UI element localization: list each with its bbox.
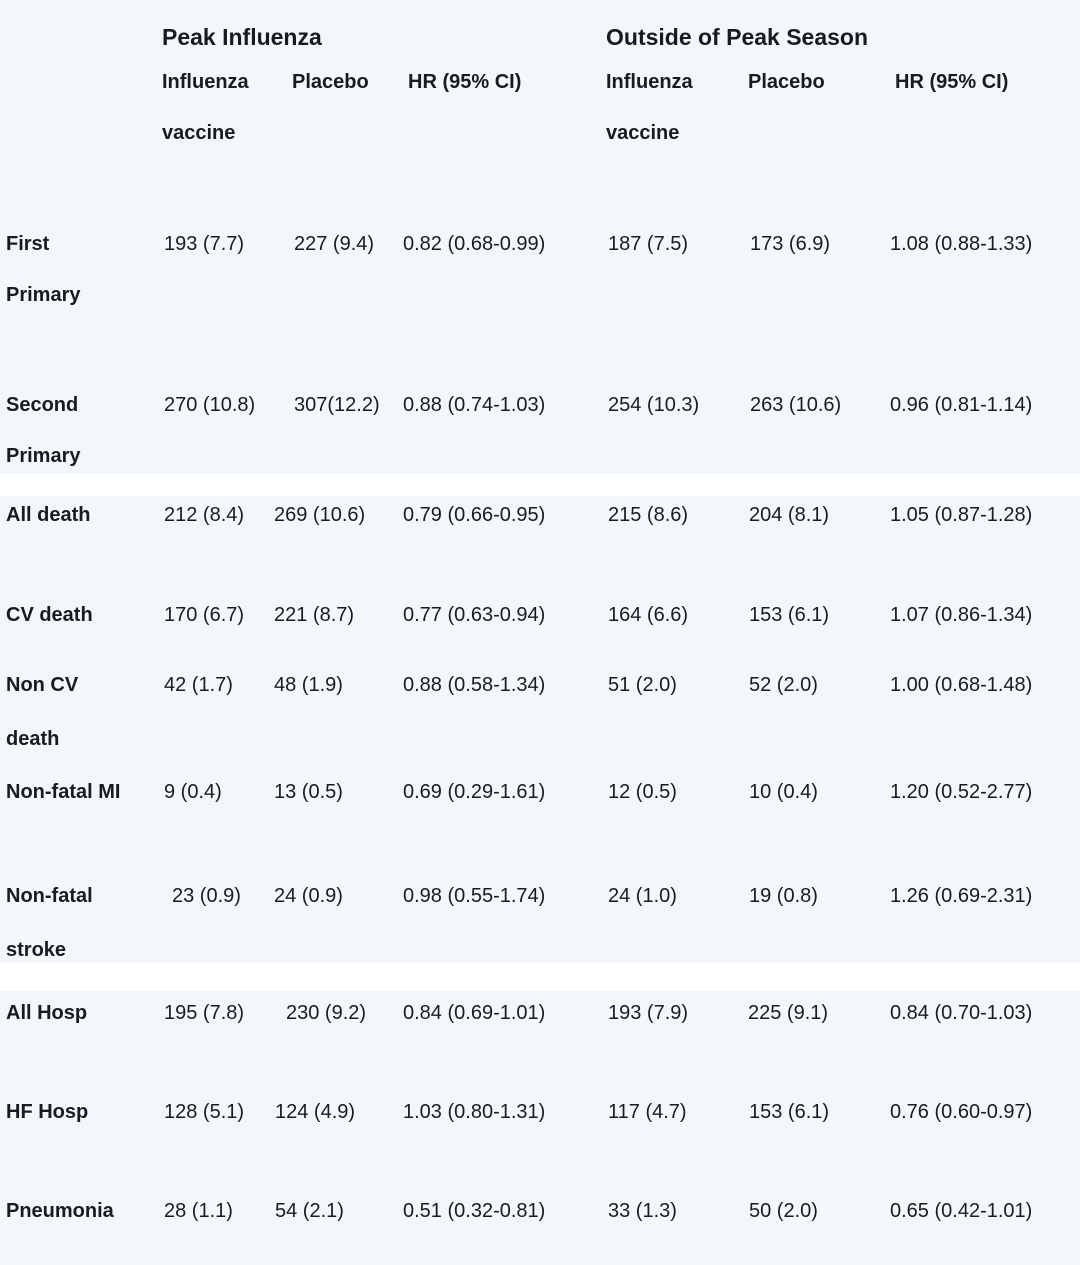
col-header-offpeak-placebo: Placebo	[748, 71, 825, 93]
table-cell: 0.82 (0.68-0.99)	[403, 233, 546, 255]
table-cell: 164 (6.6)	[608, 604, 689, 626]
table-cell: 0.76 (0.60-0.97)	[890, 1101, 1033, 1123]
table-cell: 1.00 (0.68-1.48)	[890, 674, 1033, 696]
table-cell: 0.51 (0.32-0.81)	[403, 1200, 546, 1222]
table-cell: 19 (0.8)	[749, 885, 818, 907]
table-cell: 13 (0.5)	[274, 781, 343, 803]
table-cell: 230 (9.2)	[286, 1002, 367, 1024]
table-cell: 0.84 (0.70-1.03)	[890, 1002, 1033, 1024]
table-cell: 173 (6.9)	[750, 233, 831, 255]
table-cell: 0.69 (0.29-1.61)	[403, 781, 546, 803]
table-cell: 221 (8.7)	[274, 604, 355, 626]
row-label: Primary	[6, 445, 81, 467]
row-label: stroke	[6, 939, 67, 961]
row-label: Non CV	[6, 674, 79, 696]
row-label: HF Hosp	[6, 1101, 89, 1123]
table-cell: 128 (5.1)	[164, 1101, 245, 1123]
table-cell: 254 (10.3)	[608, 394, 700, 416]
col-header-offpeak-vaccine-line2: vaccine	[606, 122, 680, 144]
table-cell: 225 (9.1)	[748, 1002, 829, 1024]
table-cell: 117 (4.7)	[608, 1101, 687, 1123]
table-cell: 204 (8.1)	[749, 504, 830, 526]
row-label: CV death	[6, 604, 93, 626]
table-cell: 227 (9.4)	[294, 233, 375, 255]
table-cell: 23 (0.9)	[172, 885, 241, 907]
table-cell: 212 (8.4)	[164, 504, 245, 526]
table-cell: 48 (1.9)	[274, 674, 343, 696]
table-cell: 215 (8.6)	[608, 504, 689, 526]
row-label: Non-fatal MI	[6, 781, 121, 803]
table-cell: 52 (2.0)	[749, 674, 818, 696]
row-label: Non-fatal	[6, 885, 93, 907]
row-label: Primary	[6, 284, 81, 306]
table-cell: 9 (0.4)	[164, 781, 222, 803]
table-cell: 170 (6.7)	[164, 604, 245, 626]
table-cell: 28 (1.1)	[164, 1200, 233, 1222]
table-cell: 269 (10.6)	[274, 504, 366, 526]
table-cell: 0.88 (0.58-1.34)	[403, 674, 546, 696]
col-header-peak-placebo: Placebo	[292, 71, 369, 93]
table-cell: 1.26 (0.69-2.31)	[890, 885, 1033, 907]
table-cell: 1.08 (0.88-1.33)	[890, 233, 1033, 255]
table-cell: 153 (6.1)	[749, 1101, 830, 1123]
col-header-offpeak-hr: HR (95% CI)	[895, 71, 1009, 93]
col-header-offpeak-vaccine-line1: Influenza	[606, 71, 693, 93]
table-cell: 50 (2.0)	[749, 1200, 818, 1222]
table-cell: 0.84 (0.69-1.01)	[403, 1002, 546, 1024]
col-header-peak-hr: HR (95% CI)	[408, 71, 522, 93]
row-label: Second	[6, 394, 79, 416]
table-cell: 263 (10.6)	[750, 394, 842, 416]
table-cell: 12 (0.5)	[608, 781, 677, 803]
table-cell: 187 (7.5)	[608, 233, 689, 255]
table-cell: 1.03 (0.80-1.31)	[403, 1101, 546, 1123]
table-cell: 0.77 (0.63-0.94)	[403, 604, 546, 626]
group-header-peak-influenza: Peak Influenza	[162, 24, 322, 50]
table-cell: 195 (7.8)	[164, 1002, 245, 1024]
table-cell: 124 (4.9)	[275, 1101, 356, 1123]
table-cell: 193 (7.9)	[608, 1002, 689, 1024]
row-label: First	[6, 233, 50, 255]
table-cell: 0.98 (0.55-1.74)	[403, 885, 546, 907]
table-cell: 1.20 (0.52-2.77)	[890, 781, 1033, 803]
table-cell: 193 (7.7)	[164, 233, 245, 255]
table-cell: 51 (2.0)	[608, 674, 677, 696]
table-cell: 24 (1.0)	[608, 885, 677, 907]
row-label: All death	[6, 504, 91, 526]
table-cell: 0.65 (0.42-1.01)	[890, 1200, 1033, 1222]
group-header-outside-peak: Outside of Peak Season	[606, 24, 869, 50]
table-cell: 42 (1.7)	[164, 674, 233, 696]
col-header-peak-vaccine-line1: Influenza	[162, 71, 249, 93]
table-cell: 307(12.2)	[294, 394, 380, 416]
table-cell: 1.05 (0.87-1.28)	[890, 504, 1033, 526]
table-cell: 33 (1.3)	[608, 1200, 677, 1222]
table-cell: 0.79 (0.66-0.95)	[403, 504, 546, 526]
table-cell: 0.96 (0.81-1.14)	[890, 394, 1033, 416]
row-label: death	[6, 728, 60, 750]
col-header-peak-vaccine-line2: vaccine	[162, 122, 236, 144]
table-cell: 1.07 (0.86-1.34)	[890, 604, 1033, 626]
row-label: Pneumonia	[6, 1200, 114, 1222]
table-cell: 153 (6.1)	[749, 604, 830, 626]
table-cell: 0.88 (0.74-1.03)	[403, 394, 546, 416]
table-cell: 10 (0.4)	[749, 781, 818, 803]
table-cell: 270 (10.8)	[164, 394, 256, 416]
row-label: All Hosp	[6, 1002, 88, 1024]
band-hospitalization-outcomes	[0, 991, 1080, 1265]
table-cell: 54 (2.1)	[275, 1200, 344, 1222]
table-cell: 24 (0.9)	[274, 885, 343, 907]
